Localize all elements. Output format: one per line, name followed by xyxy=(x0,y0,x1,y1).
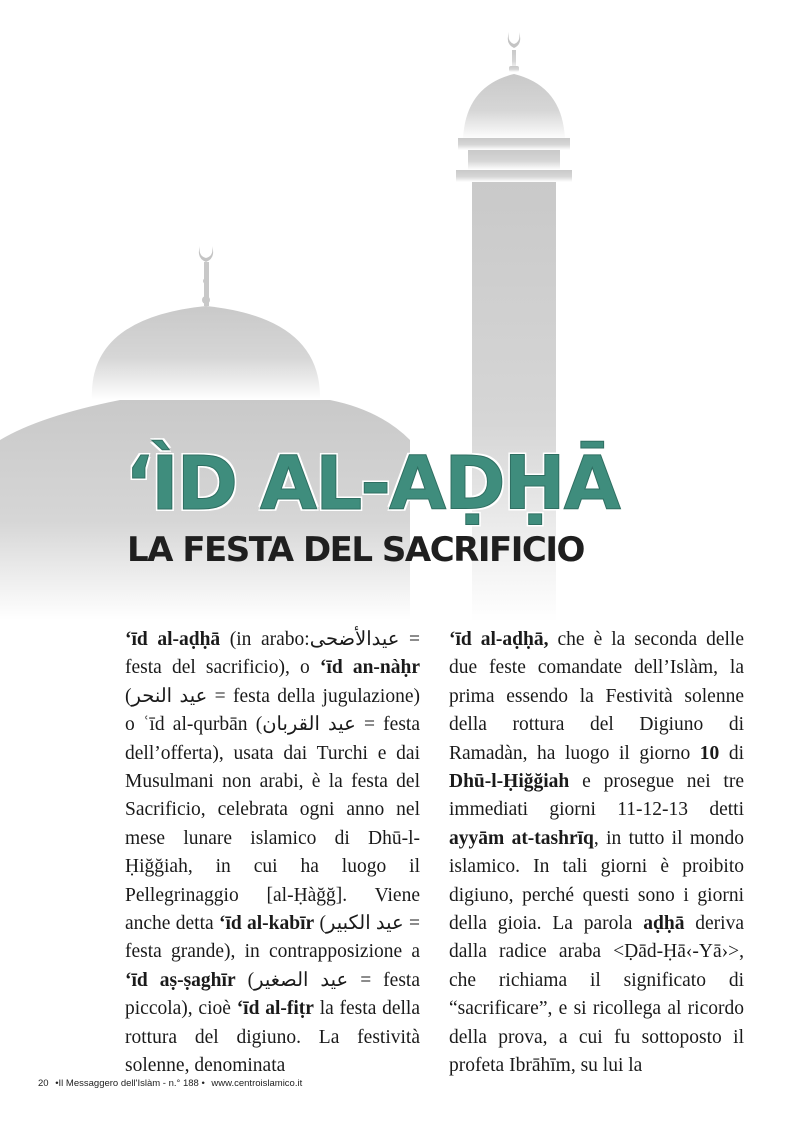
term-bold: ‘īd al-fiṭr xyxy=(236,998,314,1020)
page-title: ‘ÌD AL-AḌḤĀ xyxy=(125,441,619,527)
text-run: e prosegue nei tre immediati giorni 11-12-13 detti xyxy=(449,771,744,821)
paragraph xyxy=(125,626,420,1081)
text-run: di xyxy=(719,742,744,764)
text-run: (in arabo:عيدالأضحى = festa del sacrificio), o xyxy=(125,629,420,679)
text-run: (عيد النحر = festa della jugulazione) o ʿīd al-qurbān (عيد القربان = festa dell’offerta), usata dai Turchi e dai Musulmani non arabi, è la festa del Sacrificio, celebrata ogni anno nel mese lunare islamico di Dhū-l-Ḥiğğiah, in cui ha luogo il Pellegrinaggio [al-Ḥàğğ]. Viene anche detta xyxy=(125,685,420,935)
term-bold: 10 xyxy=(699,742,720,764)
term-bold: ‘īd an-nàḥr xyxy=(319,657,420,679)
magazine-name: •Il Messaggero dell'Islàm - n.° 188 • xyxy=(55,1078,205,1089)
website-link[interactable]: www.centroislamico.it xyxy=(211,1078,303,1089)
page-number: 20 xyxy=(38,1078,49,1089)
term-bold: ‘īd al-aḍḥā, xyxy=(449,629,549,650)
term-bold: ayyām at-tashrīq xyxy=(449,827,594,849)
title-block xyxy=(125,442,765,570)
article-column-left xyxy=(125,626,420,1081)
page-footer xyxy=(38,1078,306,1089)
term-bold: aḍḥā xyxy=(643,913,685,935)
text-run: deriva dalla radice araba <Ḍād-Ḥā‹-Yā›>, che richiama il significato di “sacrificare”, e si ricollega al ricordo della prova, a cui fu sottoposto il profeta Ibrāhīm, su lui la xyxy=(449,913,744,1077)
article-column-right xyxy=(449,626,744,1081)
text-run: , in tutto il mondo islamico. In tali giorni è proibito digiuno, perché questi sono i giorni della gioia. La parola xyxy=(449,827,744,935)
text-run: che è la seconda delle due feste comandate dell’Islàm, la prima essendo la Festività solenne della rottura del Digiuno di Ramadàn, ha luogo il giorno xyxy=(449,629,745,764)
term-bold: ‘īd al-aḍḥā xyxy=(125,629,221,650)
text-run: (عيد الكبير = festa grande), in contrapposizione a xyxy=(125,913,420,963)
paragraph xyxy=(449,626,744,1081)
term-bold: ‘īd al-kabīr xyxy=(218,913,315,935)
term-bold: ‘īd aṣ-ṣaghīr xyxy=(125,969,236,991)
text-run: la festa della rottura del digiuno. La festività solenne, denominata xyxy=(125,998,421,1077)
crescent-finial-icon xyxy=(508,32,520,48)
term-bold: Dhū-l-Ḥiğğiah xyxy=(449,771,570,793)
page-subtitle: LA FESTA DEL SACRIFICIO xyxy=(127,530,584,570)
text-run: (عيد الصغير = festa piccola), cioè xyxy=(125,969,420,1020)
